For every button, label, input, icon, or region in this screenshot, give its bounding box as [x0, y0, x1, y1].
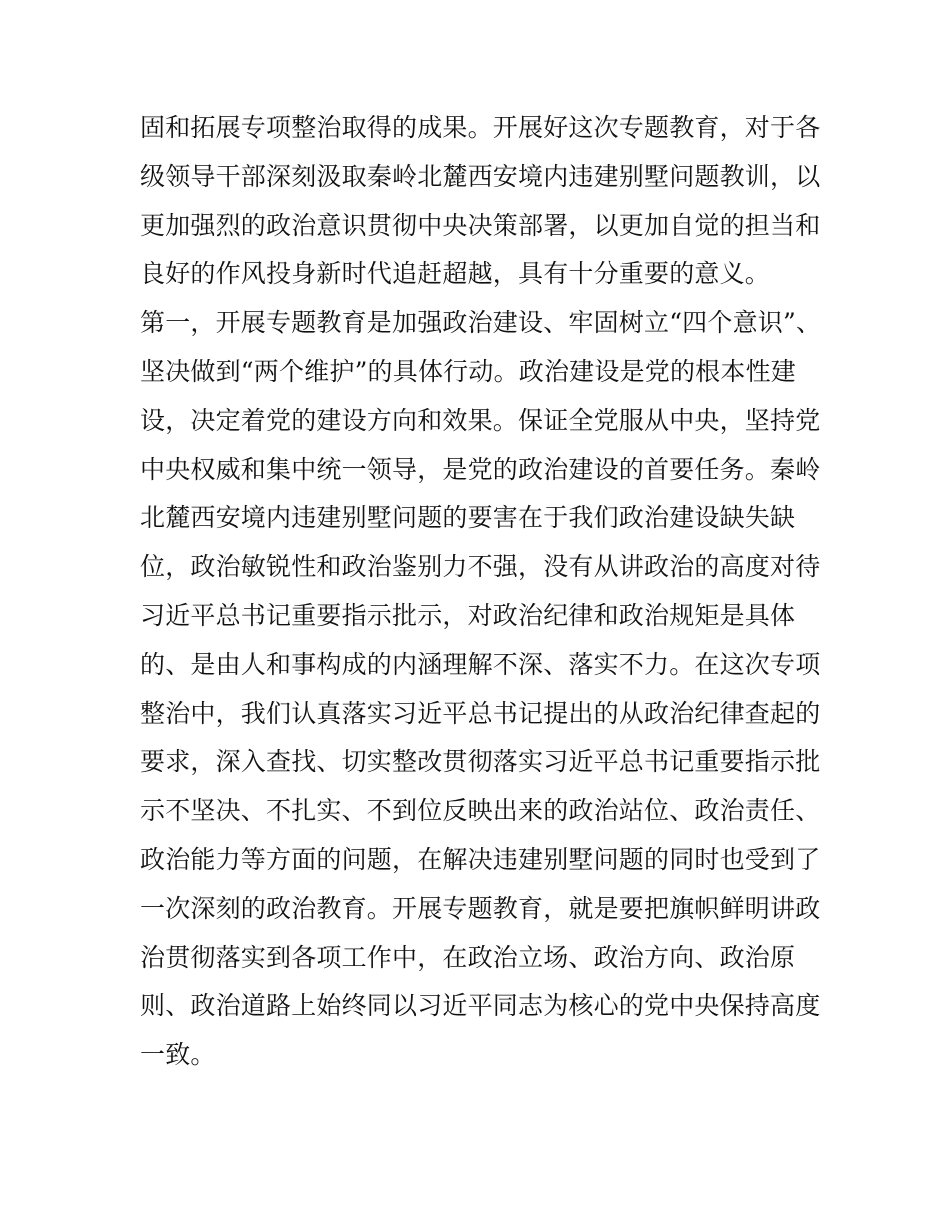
text-line: 示不坚决、不扎实、不到位反映出来的政治站位、政治责任、	[140, 796, 821, 826]
text-line: 一次深刻的政治教育。开展专题教育，就是要把旗帜鲜明讲政	[140, 893, 821, 923]
text-line: 更加强烈的政治意识贯彻中央决策部署，以更加自觉的担当和	[140, 210, 821, 240]
text-line: 政治能力等方面的问题，在解决违建别墅问题的同时也受到了	[140, 844, 821, 874]
text-line: 固和拓展专项整治取得的成果。开展好这次专题教育，对于各	[140, 113, 821, 142]
text-line: 治贯彻落实到各项工作中，在政治立场、政治方向、政治原	[140, 942, 796, 972]
text-line: 级领导干部深刻汲取秦岭北麓西安境内违建别墅问题教训，以	[140, 161, 821, 191]
text-line: 则、政治道路上始终同以习近平同志为核心的党中央保持高度	[140, 991, 821, 1021]
text-line: 设，决定着党的建设方向和效果。保证全党服从中央，坚持党	[140, 405, 821, 435]
text-line: 坚决做到“两个维护”的具体行动。政治建设是党的根本性建	[140, 356, 796, 386]
text-line: 中央权威和集中统一领导，是党的政治建设的首要任务。秦岭	[140, 454, 821, 484]
text-line: 北麓西安境内违建别墅问题的要害在于我们政治建设缺失缺	[140, 503, 796, 533]
text-line: 的、是由人和事构成的内涵理解不深、落实不力。在这次专项	[140, 649, 821, 679]
text-line: 位，政治敏锐性和政治鉴别力不强，没有从讲政治的高度对待	[140, 552, 821, 582]
text-line: 整治中，我们认真落实习近平总书记提出的从政治纪律查起的	[140, 698, 821, 728]
text-line: 一致。	[140, 1040, 216, 1070]
body-text	[140, 104, 820, 1080]
text-line: 要求，深入查找、切实整改贯彻落实习近平总书记重要指示批	[140, 747, 821, 777]
text-line: 第一，开展专题教育是加强政治建设、牢固树立“四个意识”、	[140, 308, 822, 338]
text-line: 习近平总书记重要指示批示，对政治纪律和政治规矩是具体	[140, 600, 796, 630]
text-line: 良好的作风投身新时代追赶超越，具有十分重要的意义。	[140, 259, 771, 289]
